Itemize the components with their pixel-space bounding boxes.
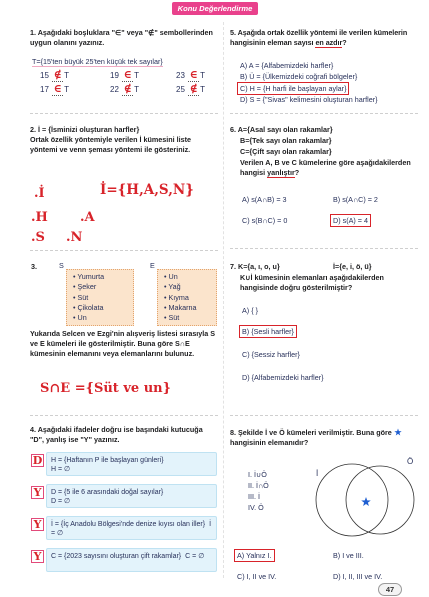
option-c [237, 572, 276, 581]
question-1-text: Aşağıdaki boşluklara "∈" veya "∉" sembollerinden uygun olanını yazınız. [30, 28, 213, 47]
handwritten-symbol: ∈ [189, 68, 198, 81]
question-6-emphasis: yanlıştır [267, 168, 295, 177]
section-divider [230, 415, 418, 416]
list-item: • Çikolata [73, 303, 133, 313]
set-t-definition: T={15'ten büyük 25'ten küçük tek sayılar} [32, 57, 163, 66]
page-header: Konu Değerlendirme [172, 2, 258, 15]
membership-item [110, 84, 139, 96]
statement-text: D = {5 ile 6 arasındaki doğal sayılar} [51, 489, 164, 496]
option-c [242, 216, 287, 225]
set-i-label: İ [316, 469, 319, 478]
set-k-definition: K={a, ı, o, u} [238, 262, 280, 271]
question-7-text: K∪İ kümesinin elemanları aşağıdakilerden hangisinde doğru gösterilmiştir? [240, 273, 384, 292]
statement-item: III. İ [248, 492, 260, 501]
handwritten-symbol: ∉ [53, 68, 62, 81]
question-8-number: 8. [230, 428, 236, 437]
question-3-number: 3. [31, 262, 37, 271]
option-letter: A) [242, 306, 250, 315]
option-d [242, 373, 324, 382]
statement-text: İ = {İç Anadolu Bölgesi'nde denize kıyısı olan iller} [51, 521, 206, 528]
element-number: 23 [176, 71, 185, 80]
statement-item: I. İ∪Ö [248, 470, 267, 479]
shopping-list-s [66, 269, 134, 326]
true-false-statement [46, 516, 217, 540]
handwritten-venn-element: .H [31, 210, 48, 225]
option-text: {Sesli harfler} [251, 327, 294, 336]
option-letter: C) [242, 350, 250, 359]
membership-item [176, 70, 205, 82]
shopping-list-e [157, 269, 217, 326]
option-letter: D) [242, 373, 250, 382]
question-4-text: Aşağıdaki ifadeler doğru ise başındaki kutucuğa "D", yanlış ise "Y" yazınız. [30, 425, 203, 444]
question-5-emphasis: en azdır [315, 38, 343, 47]
handwritten-venn-element: .N [66, 230, 83, 245]
option-letter: A) [242, 195, 250, 204]
option-letter: C) [237, 572, 245, 581]
section-divider [30, 415, 218, 416]
option-b [240, 72, 357, 81]
question-2-prompt [30, 125, 218, 155]
question-7-first-line [230, 262, 280, 272]
option-text: s(A∩C) = 2 [342, 195, 378, 204]
set-name: T [200, 71, 206, 80]
membership-item [176, 84, 205, 96]
question-2-set-definition: İ = {İsminizi oluşturan harfler} [38, 125, 140, 134]
question-6-prompt [240, 158, 418, 178]
answer-blank [52, 84, 63, 96]
question-5-end: ? [342, 38, 347, 47]
element-number: 17 [40, 85, 49, 94]
statement-item: IV. Ö [248, 503, 264, 512]
option-a [242, 306, 258, 315]
list-item: • Yağ [164, 282, 216, 292]
true-false-statement [46, 452, 217, 476]
set-c-definition: C={Çift sayı olan rakamlar} [240, 147, 332, 156]
option-text: s(B∩C) = 0 [251, 216, 288, 225]
question-8-prompt [230, 428, 418, 448]
handwritten-answer: S∩E ={Süt ve un} [40, 381, 171, 396]
option-d [333, 572, 382, 581]
set-a-definition: A={Asal sayı olan rakamlar} [237, 125, 333, 134]
question-1-set-box [30, 57, 220, 99]
option-d [240, 95, 378, 104]
option-letter: B) [333, 551, 341, 560]
question-2-number: 2. [30, 125, 36, 134]
set-o-label: Ö [407, 457, 414, 466]
handwritten-symbol: ∉ [123, 82, 132, 95]
membership-item [110, 70, 139, 82]
set-e-label: E [150, 261, 155, 270]
handwritten-symbol: ∈ [123, 68, 132, 81]
list-item: • Süt [164, 313, 216, 323]
page-number: 47 [378, 583, 402, 596]
option-text: I ve III. [342, 551, 364, 560]
option-d-marked [330, 214, 371, 227]
star-icon [394, 428, 402, 436]
handwritten-venn-element: .S [31, 230, 45, 245]
element-number: 15 [40, 71, 49, 80]
list-item: • Kıyma [164, 293, 216, 303]
option-letter: D) [333, 572, 341, 581]
option-c-marked [237, 82, 349, 95]
option-letter: B) [242, 327, 250, 336]
option-text: {Sessiz harfler} [251, 350, 300, 359]
true-false-statement [46, 548, 217, 572]
list-item: • Un [73, 313, 133, 323]
option-letter: B) [333, 195, 341, 204]
list-item: • Süt [73, 293, 133, 303]
handwritten-symbol: ∉ [189, 82, 198, 95]
answer-box: Y [31, 550, 44, 563]
statement-claim: H = ∅ [51, 466, 71, 473]
question-5-text: Aşağıda ortak özellik yöntemi ile verilen kümelerin hangisinin eleman sayısı [230, 28, 408, 47]
question-6-first-line [230, 125, 418, 135]
true-false-statement [46, 484, 217, 508]
option-a-marked [234, 549, 275, 562]
answer-box: Y [31, 518, 44, 531]
element-number: 19 [110, 71, 119, 80]
membership-item [40, 84, 69, 96]
list-item: • Un [164, 272, 216, 282]
question-8-text: Şekilde İ ve Ö kümeleri verilmiştir. Buna göre [238, 428, 392, 437]
question-4-number: 4. [30, 425, 36, 434]
set-s-label: S [59, 261, 64, 270]
set-name: T [64, 85, 70, 94]
option-letter: C) [242, 216, 250, 225]
answer-blank [122, 70, 133, 82]
set-i-definition: İ={e, i, ö, ü} [333, 262, 372, 271]
option-b [333, 551, 364, 560]
answer-blank [188, 84, 199, 96]
answer-box: Y [31, 486, 44, 499]
set-name: T [64, 71, 70, 80]
option-b [333, 195, 378, 204]
handwritten-symbol: ∈ [53, 82, 62, 95]
answer-box: D [32, 454, 43, 467]
option-text: s(A∩B) = 3 [251, 195, 287, 204]
option-text: { } [251, 306, 258, 315]
option-text: Yalnız I. [246, 551, 272, 560]
question-5-number: 5. [230, 28, 236, 37]
option-letter: C) [240, 84, 248, 93]
option-text: s(A) = 4 [342, 216, 368, 225]
question-1-prompt [30, 28, 218, 48]
set-name: T [134, 71, 140, 80]
option-b-marked [239, 325, 297, 338]
handwritten-venn-element: .İ [34, 186, 45, 201]
option-a [240, 61, 333, 70]
option-text: S = {"Sivas" kelimesini oluşturan harfler} [249, 95, 378, 104]
option-a [242, 195, 287, 204]
option-letter: A) [240, 61, 248, 70]
section-divider [30, 250, 218, 251]
set-name: T [134, 85, 140, 94]
answer-blank [122, 84, 133, 96]
option-letter: D) [333, 216, 341, 225]
list-item: • Yumurta [73, 272, 133, 282]
element-number: 25 [176, 85, 185, 94]
list-item: • Şeker [73, 282, 133, 292]
question-8-text-end: hangisinin elemanıdır? [230, 438, 309, 447]
option-letter: A) [237, 551, 245, 560]
question-6-end: ? [294, 168, 300, 177]
set-name: T [200, 85, 206, 94]
answer-blank [188, 70, 199, 82]
option-text: I, II, III ve IV. [342, 572, 383, 581]
section-divider [230, 248, 418, 249]
question-6-text: Verilen A, B ve C kümelerine göre aşağıdakilerden hangisi [240, 158, 411, 177]
option-text: A = {Alfabemizdeki harfler} [248, 61, 334, 70]
statement-claim: C = ∅ [185, 553, 205, 560]
statement-text: C = {2023 sayısını oluşturan çift rakamlar} [51, 553, 182, 560]
option-letter: B) [240, 72, 248, 81]
statement-claim: D = ∅ [51, 498, 71, 505]
question-4-prompt [30, 425, 218, 445]
question-1-number: 1. [30, 28, 36, 37]
section-divider [230, 113, 418, 114]
set-i-circle [316, 464, 388, 536]
statement-item: II. İ∩Ö [248, 481, 269, 490]
option-letter: D) [240, 95, 248, 104]
option-text: I, II ve IV. [246, 572, 277, 581]
option-text: H = {H harfi ile başlayan aylar} [249, 84, 347, 93]
question-5-prompt [230, 28, 420, 48]
option-text: Ü = {Ülkemizdeki coğrafi bölgeler} [249, 72, 358, 81]
question-3-text: Yukarıda Selcen ve Ezgi'nin alışveriş listesi sırasıyla S ve E kümeleri ile gösterilmiştir. Buna göre S∩E kümesinin elemanını veya elemanlarını bulunuz. [30, 329, 216, 358]
question-7-number: 7. [230, 262, 236, 271]
option-c [242, 350, 300, 359]
set-b-definition: B={Tek sayı olan rakamlar} [240, 136, 332, 145]
section-divider [30, 113, 218, 114]
handwritten-list-form: İ={H,A,S,N} [100, 182, 194, 198]
question-6-number: 6. [230, 125, 236, 134]
list-item: • Makarna [164, 303, 216, 313]
membership-item [40, 70, 69, 82]
element-number: 22 [110, 85, 119, 94]
answer-blank [52, 70, 63, 82]
option-text: {Alfabemizdeki harfler} [251, 373, 324, 382]
handwritten-venn-element: .A [80, 210, 95, 225]
venn-diagram [312, 452, 416, 540]
statement-claim: İ = ∅ [51, 521, 212, 537]
star-icon [361, 497, 371, 506]
statement-text: H = {Haftanın P ile başlayan günleri} [51, 457, 164, 464]
column-divider [223, 22, 224, 578]
question-2-text: Ortak özellik yöntemiyle verilen İ kümesini liste yöntemi ve venn şeması yöntemi ile gösteriniz. [30, 135, 191, 154]
set-o-circle [346, 466, 414, 534]
